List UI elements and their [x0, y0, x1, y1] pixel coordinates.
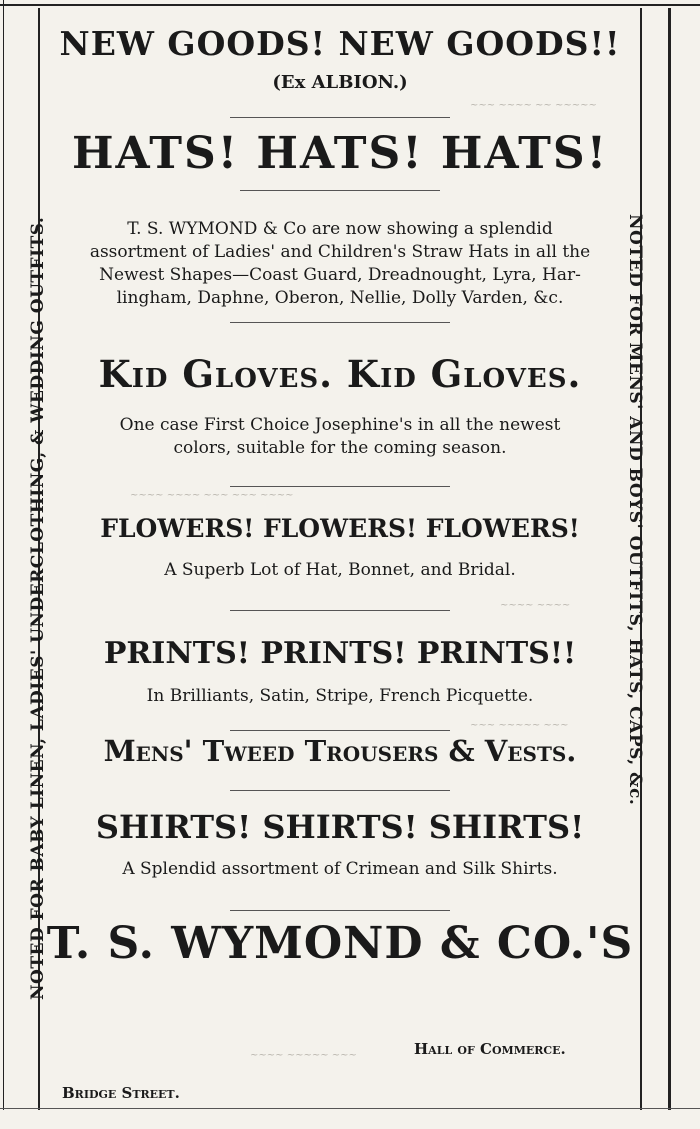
bleed-through-text: ~~~~ ~~~~~ ~~~: [250, 1050, 357, 1061]
hats-line: lingham, Daphne, Oberon, Nellie, Dolly Varden, &c.: [116, 288, 564, 308]
bridge-street: Bridge Street.: [62, 1084, 180, 1102]
shirts-heading: SHIRTS! SHIRTS! SHIRTS!: [95, 808, 585, 846]
outer-right-rule: [668, 8, 671, 1110]
prints-description: In Brilliants, Satin, Stripe, French Picquette.: [146, 686, 534, 706]
divider: [230, 486, 450, 487]
new-goods-heading: NEW GOODS! NEW GOODS!!: [59, 24, 621, 63]
bleed-through-text: ~~~~ ~~~~: [500, 600, 571, 611]
hats-line: assortment of Ladies' and Children's Straw Hats in all the: [89, 242, 591, 262]
ex-albion-subheading: (Ex ALBION.): [272, 72, 408, 93]
hats-description: [44, 218, 636, 310]
divider: [240, 190, 440, 191]
divider: [230, 790, 450, 791]
firm-name: T. S. WYMOND & CO.'S: [46, 918, 634, 969]
hats-line: T. S. WYMOND & Co are now showing a splendid: [127, 219, 553, 239]
gloves-line: colors, suitable for the coming season.: [173, 438, 507, 458]
flowers-heading: FLOWERS! FLOWERS! FLOWERS!: [100, 514, 580, 543]
kid-gloves-heading: Kid Gloves. Kid Gloves.: [98, 352, 582, 396]
divider: [230, 322, 450, 323]
divider: [230, 910, 450, 911]
gloves-description: [44, 414, 636, 460]
bleed-through-text: ~~~ ~~~~~ ~~~: [470, 720, 569, 731]
shirts-description: A Splendid assortment of Crimean and Silk Shirts.: [122, 859, 558, 879]
column-rule: [3, 0, 4, 1110]
bleed-through-text: ~~~~ ~~~~ ~~~ ~~~ ~~~~: [130, 490, 294, 501]
gloves-line: One case First Choice Josephine's in all the newest: [119, 415, 561, 435]
mens-tweed-heading: Mens' Tweed Trousers & Vests.: [103, 734, 577, 768]
hall-of-commerce: Hall of Commerce.: [414, 1040, 566, 1058]
flowers-description: A Superb Lot of Hat, Bonnet, and Bridal.: [164, 560, 516, 580]
divider: [230, 117, 450, 118]
bleed-through-text: ~~~ ~~~~ ~~ ~~~~~: [470, 100, 597, 111]
hats-heading: HATS! HATS! HATS!: [71, 128, 609, 179]
divider: [230, 610, 450, 611]
hats-line: Newest Shapes—Coast Guard, Dreadnought, Lyra, Har-: [99, 265, 581, 285]
prints-heading: PRINTS! PRINTS! PRINTS!!: [103, 636, 577, 671]
right-side-banner: NOTED FOR MENS' AND BOYS' OUTFITS, HATS, CAPS, &c.: [625, 214, 645, 806]
divider: [230, 730, 450, 731]
advertisement: [44, 0, 636, 1129]
left-side-banner: NOTED FOR BABY LINEN, LADIES' UNDERCLOTHING, & WEDDING OUTFITS.: [28, 216, 48, 1000]
